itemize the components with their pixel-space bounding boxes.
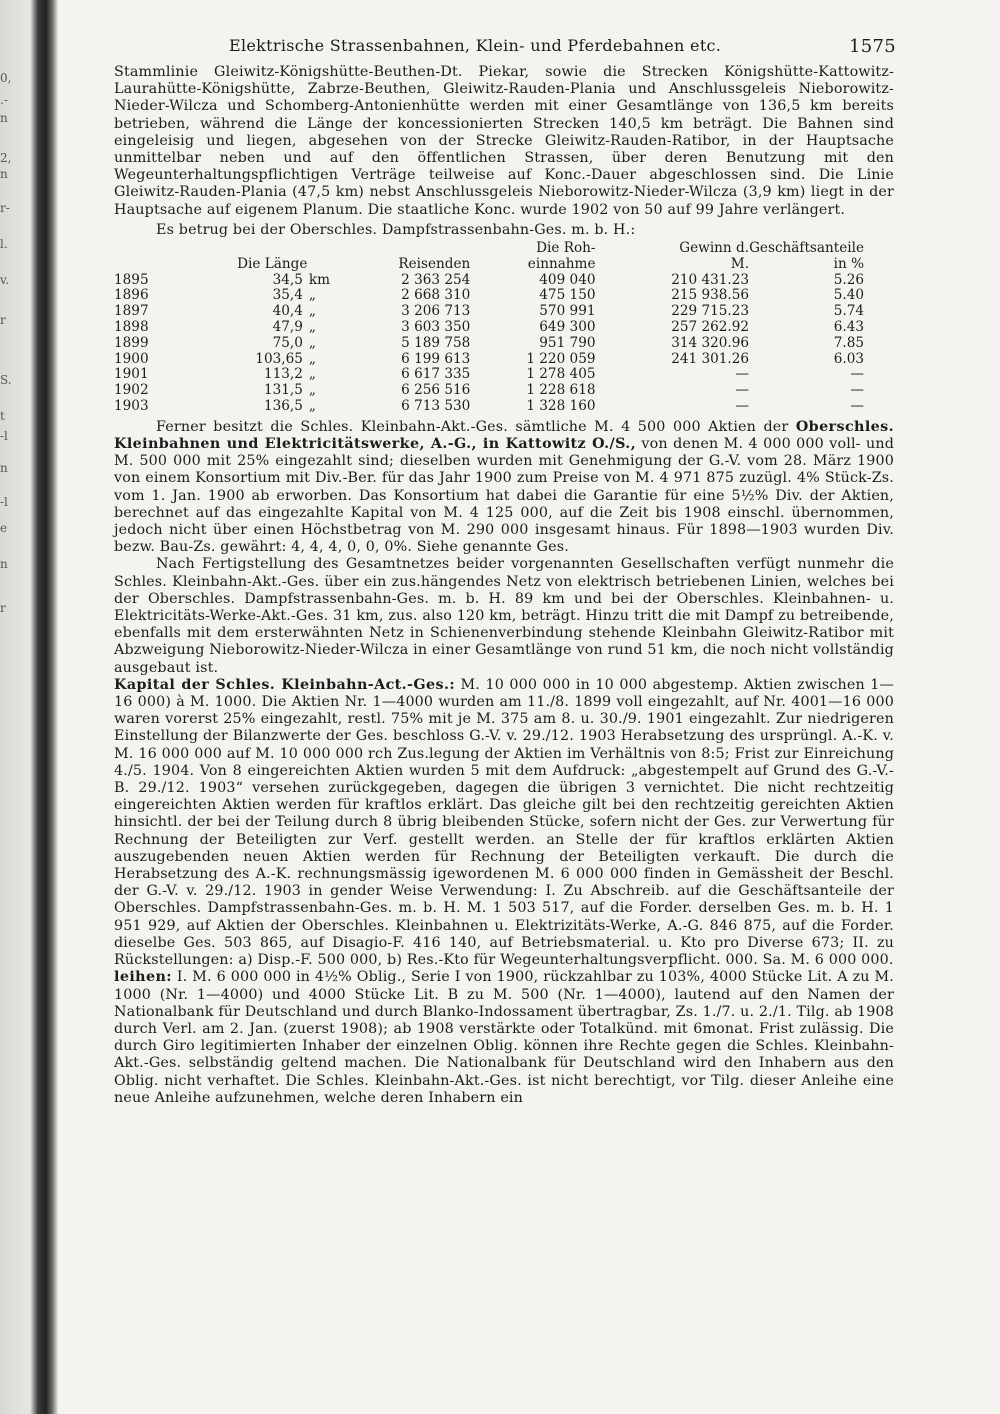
header-profit-line2: M.	[730, 255, 750, 272]
kapital-heading: Kapital der Schles. Kleinbahn-Act.-Ges.:	[114, 676, 455, 693]
length-value: 103,65	[255, 350, 303, 367]
table-row	[114, 352, 864, 368]
table-row	[114, 399, 864, 415]
header-passengers: Reisenden	[398, 255, 471, 272]
page-header	[114, 32, 894, 64]
cell-share: 6.03	[833, 350, 864, 367]
cell-year: 1898	[114, 319, 149, 336]
header-year	[114, 241, 200, 273]
table-row	[114, 288, 864, 304]
length-unit: km	[308, 271, 331, 288]
table-row	[114, 383, 864, 399]
length-value: 34,5	[272, 271, 303, 288]
header-length: Die Länge	[237, 255, 308, 272]
cell-revenue: 1 220 059	[526, 350, 596, 367]
document-page	[114, 32, 894, 1107]
cell-share: 5.40	[833, 287, 864, 304]
cell-passengers: 3 603 350	[401, 319, 471, 336]
header-share-line1: Geschäftsanteile	[749, 240, 864, 257]
margin-fragment: n	[0, 111, 8, 125]
ferner-lead: Ferner besitzt die Schles. Kleinbahn-Akt.-Ges. sämtliche M. 4 500 000 Aktien der	[156, 418, 789, 435]
cell-passengers: 2 363 254	[401, 271, 471, 288]
length-value: 75,0	[272, 334, 303, 351]
table-row	[114, 367, 864, 383]
table-row	[114, 336, 864, 352]
cell-length	[200, 336, 345, 352]
length-value: 136,5	[263, 398, 303, 414]
cell-share: —	[850, 398, 864, 414]
cell-length	[200, 273, 345, 289]
paragraph-anleihen	[114, 969, 894, 1107]
paragraph-ferner	[114, 419, 894, 557]
length-unit: „	[308, 382, 316, 399]
cell-passengers: 2 668 310	[401, 287, 471, 304]
cell-length	[200, 352, 345, 368]
cell-profit: 229 715.23	[671, 303, 750, 320]
cell-year: 1903	[114, 398, 149, 414]
margin-fragment: -l	[0, 429, 8, 443]
cell-share: 5.74	[833, 303, 864, 320]
margin-fragment: n	[0, 557, 8, 571]
cell-passengers: 6 199 613	[401, 350, 471, 367]
margin-fragment: S.	[0, 373, 12, 387]
cell-year: 1896	[114, 287, 149, 304]
cell-revenue: 475 150	[539, 287, 596, 304]
paragraph-nach: Nach Fertigstellung des Gesamtnetzes beider vorgenannten Gesellschaften verfügt nunmehr die Schles. Kleinbahn-Akt.-Ges. über ein zus.hängendes Netz von elektrisch betriebenen Linien, welches bei der Oberschles. Dampfstrassenbahn-Ges. m. b. H. 89 km und bei der Oberschles. Kleinbahnen- u. Elektricitäts-Werke-Akt.-Ges. 31 km, zus. also 120 km, beträgt. Hinzu tritt die mit Dampf zu betreibende, ebenfalls mit dem ersterwähnten Netz in Schienenverbindung stehende Kleinbahn Gleiwitz-Ratibor mit Abzweigung Nieborowitz-Nieder-Wilcza in einer Gesamtlänge von rund 51 km, die noch nicht vollständig ausgebaut ist.	[114, 556, 894, 676]
table-body	[114, 273, 864, 415]
cell-revenue: 1 228 618	[526, 382, 596, 399]
margin-fragment: r	[0, 313, 6, 327]
cell-profit: —	[735, 366, 750, 383]
margin-fragment: 0,	[0, 71, 12, 85]
margin-fragment: .-	[0, 93, 8, 107]
anleihen-text: I. M. 6 000 000 in 4½% Oblig., Serie I von 1900, rückzahlbar zu 103%, 4000 Stücke Lit. A zu M. 1000 (Nr. 1—4000) und 4000 Stücke Lit. B zu M. 500 (Nr. 1—4000), lautend auf den Namen der Nationalbank für Deutschland und durch Blanko-Indossament übertragbar, Zs. 1./7. u. 2./1. Tilg. ab 1908 durch Verl. am 2. Jan. (zuerst 1908); ab 1908 verstärkte oder Totalkünd. mit 6monat. Frist zulässig. Die durch Giro legitimierten Inhaber der einzelnen Oblig. können ihre Rechte gegen die Schles. Kleinbahn-Akt.-Ges. selbständig geltend machen. Die Nationalbank für Deutschland wird den Inhabern aus den Oblig. nicht verhaftet. Die Schles. Kleinbahn-Akt.-Ges. ist nicht berechtigt, vor Tilg. dieser Anleihe eine neue Anleihe aufzunehmen, welche deren Inhabern ein	[114, 969, 894, 1106]
header-share-line2: in %	[833, 255, 864, 272]
cell-share: —	[850, 382, 864, 399]
table-row	[114, 273, 864, 289]
margin-fragment: e	[0, 521, 8, 535]
cell-revenue: 1 278 405	[526, 366, 596, 383]
cell-share: 5.26	[833, 271, 864, 288]
cell-share: 6.43	[833, 319, 864, 336]
margin-fragment: n	[0, 167, 8, 181]
table-row	[114, 304, 864, 320]
cell-revenue: 649 300	[539, 319, 596, 336]
cell-passengers: 6 713 530	[401, 398, 471, 414]
cell-length	[200, 399, 345, 415]
cell-passengers: 5 189 758	[401, 334, 471, 351]
header-revenue-line1: Die Roh-	[536, 240, 596, 257]
company-name-bold: Oberschles. Kleinbahnen und Elektricitätswerke, A.-G., in Kattowitz O./S.,	[114, 418, 894, 452]
margin-fragment: v.	[0, 273, 10, 287]
margin-fragment: l.	[0, 237, 8, 251]
cell-revenue: 1 328 160	[526, 398, 596, 414]
table-header-row	[114, 241, 864, 273]
length-unit: „	[308, 334, 316, 351]
header-revenue-line2: einnahme	[527, 255, 596, 272]
cell-revenue: 570 991	[539, 303, 596, 320]
length-unit: „	[308, 319, 316, 336]
cell-profit: 210 431.23	[671, 271, 750, 288]
cell-revenue: 409 040	[539, 271, 596, 288]
margin-fragment: 2,	[0, 151, 12, 165]
cell-year: 1901	[114, 366, 149, 383]
length-unit: „	[308, 287, 316, 304]
header-profit	[596, 241, 750, 273]
length-unit: „	[308, 350, 316, 367]
length-unit: „	[308, 398, 316, 414]
running-title: Elektrische Strassenbahnen, Klein- und Pferdebahnen etc.	[229, 36, 722, 55]
cell-profit: —	[735, 398, 750, 414]
cell-profit: 257 262.92	[671, 319, 750, 336]
length-value: 47,9	[272, 319, 303, 336]
margin-fragment: t	[0, 409, 5, 423]
cell-length	[200, 367, 345, 383]
cell-year: 1897	[114, 303, 149, 320]
cell-revenue: 951 790	[539, 334, 596, 351]
page-number: 1575	[848, 36, 896, 57]
cell-length	[200, 320, 345, 336]
intro-paragraph: Stammlinie Gleiwitz-Königshütte-Beuthen-Dt. Piekar, sowie die Strecken Königshütte-Kattowitz-Laurahütte-Königshütte, Zabrze-Beuthen, Gleiwitz-Rauden-Plania und Anschlussgeleis Nieborowitz-Nieder-Wilcza und Schomberg-Antonienhütte werden mit einer Gesamtlänge von 136,5 km bereits betrieben, während die Länge der koncessionierten Strecken 140,5 km beträgt. Die Bahnen sind eingeleisig und liegen, abgesehen von der Strecke Gleiwitz-Rauden-Ratibor, in der Hauptsache unmittelbar neben und auf den öffentlichen Strassen, über deren Benutzung mit den Wegeunterhaltungspflichtigen Verträge teilweise auf Konc.-Dauer abgeschlossen sind. Die Linie Gleiwitz-Rauden-Plania (47,5 km) nebst Anschlussgeleis Nieborowitz-Nieder-Wilcza (3,9 km) liegt in der Hauptsache auf eigenem Planum. Die staatliche Konc. wurde 1902 von 50 auf 99 Jahre verlängert.	[114, 64, 894, 218]
kapital-text: M. 10 000 000 in 10 000 abgestemp. Aktien zwischen 1—16 000) à M. 1000. Die Aktien Nr. 1—4000 wurden am 11./8. 1899 voll eingezahlt, auf Nr. 4001—16 000 waren vorerst 25% eingezahlt, restl. 75% mit je M. 375 am 8. u. 30./9. 1901 eingezahlt. Zur niedrigeren Einstellung der Bilanzwerte der Ges. beschloss G.-V. v. 29./12. 1903 Herabsetzung des ursprüngl. A.-K. v. M. 16 000 000 auf M. 10 000 000 rch Zus.legung der Aktien im Verhältnis von 8:5; Frist zur Einreichung 4./5. 1904. Von 8 eingereichten Aktien wurden 5 mit dem Aufdruck: „abgestempelt auf Grund des G.-V.-B. 29./12. 1903“ versehen zurückgegeben, dagegen die übrigen 3 vernichtet. Die nicht rechtzeitig eingereichten Aktien werden für kraftlos erklärt. Das gleiche gilt bei den rechtzeitig gereichten Aktien hinsichtl. der bei der Teilung durch 8 übrig bleibenden Stücke, sofern nicht der Ges. zur Verwertung für Rechnung der Beteiligten zur Verf. gestellt werden. an Stelle der für kraftlos erklärten Aktien auszugebenden neuen Aktien werden für Rechnung der Beteiligten verkauft. Die durch die Herabsetzung des A.-K. rechnungsmässig igewordenen M. 6 000 000 finden in Gemässheit der Beschl. der G.-V. v. 29./12. 1903 in gender Weise Verwendung: I. Zu Abschreib. auf die Geschäftsanteile der Oberschles. Dampfstrassenbahn-Ges. m. b. H. M. 1 503 517, auf die Forder. derselben Ges. m. b. H. 1 951 929, auf Aktien der Oberschles. Kleinbahnen u. Elektrizitäts-Werke, A.-G. 846 875, auf die Forder. dieselbe Ges. 503 865, auf Disagio-F. 416 140, auf Betriebsmaterial. u. Kto pro Diverse 673; II. zu Rückstellungen: a) Disp.-F. 500 000, b) Res.-Kto für Wegeunterhaltungsverpflicht. 000. Sa. M. 6 000 000.	[114, 676, 894, 969]
margin-fragment: r-	[0, 201, 10, 215]
paragraph-kapital	[114, 677, 894, 969]
cell-length	[200, 288, 345, 304]
cell-year: 1895	[114, 271, 149, 288]
cell-passengers: 6 617 335	[401, 366, 471, 383]
cell-share: —	[850, 366, 864, 383]
length-value: 40,4	[272, 303, 303, 320]
cell-passengers: 6 256 516	[401, 382, 471, 399]
anleihen-heading: leihen:	[114, 969, 172, 986]
length-value: 113,2	[263, 366, 303, 383]
length-unit: „	[308, 303, 316, 320]
margin-fragment: -l	[0, 495, 8, 509]
length-value: 131,5	[263, 382, 303, 399]
cell-profit: 314 320.96	[671, 334, 750, 351]
header-revenue	[470, 241, 595, 273]
length-unit: „	[308, 366, 316, 383]
table-row	[114, 320, 864, 336]
cell-profit: 241 301.26	[671, 350, 750, 367]
cell-profit: 215 938.56	[671, 287, 750, 304]
cell-profit: —	[735, 382, 750, 399]
margin-fragment: r	[0, 601, 6, 615]
length-value: 35,4	[272, 287, 303, 304]
cell-year: 1902	[114, 382, 149, 399]
cell-passengers: 3 206 713	[401, 303, 471, 320]
cell-year: 1900	[114, 350, 149, 367]
cell-length	[200, 383, 345, 399]
header-profit-line1: Gewinn d.	[679, 240, 750, 257]
table-intro: Es betrug bei der Oberschles. Dampfstrassenbahn-Ges. m. b. H.:	[156, 221, 636, 238]
header-share	[749, 241, 864, 273]
statistics-table	[114, 241, 864, 415]
cell-share: 7.85	[833, 334, 864, 351]
margin-fragment: n	[0, 461, 8, 475]
ferner-rest: von denen M. 4 000 000 voll- und M. 500 000 mit 25% eingezahlt sind; dieselben wurden mit Genehmigung der G.-V. vom 28. März 1900 von einem Konsortium mit Div.-Ber. für das Jahr 1900 zum Preise von M. 4 971 875 zuzügl. 4% Stück-Zs. vom 1. Jan. 1900 ab erworben. Das Konsortium hat dabei die Garantie für eine 5½% Div. der Aktien, berechnet auf das eingezahlte Kapital von M. 4 125 000, auf die Zeit bis 1908 einschl. übernommen, jedoch nicht über einen Höchstbetrag von M. 290 000 insgesamt hinaus. Für 1898—1903 wurden Div. bezw. Bau-Zs. gewährt: 4, 4, 4, 0, 0, 0%. Siehe genannte Ges.	[114, 436, 895, 556]
cell-year: 1899	[114, 334, 149, 351]
cell-length	[200, 304, 345, 320]
